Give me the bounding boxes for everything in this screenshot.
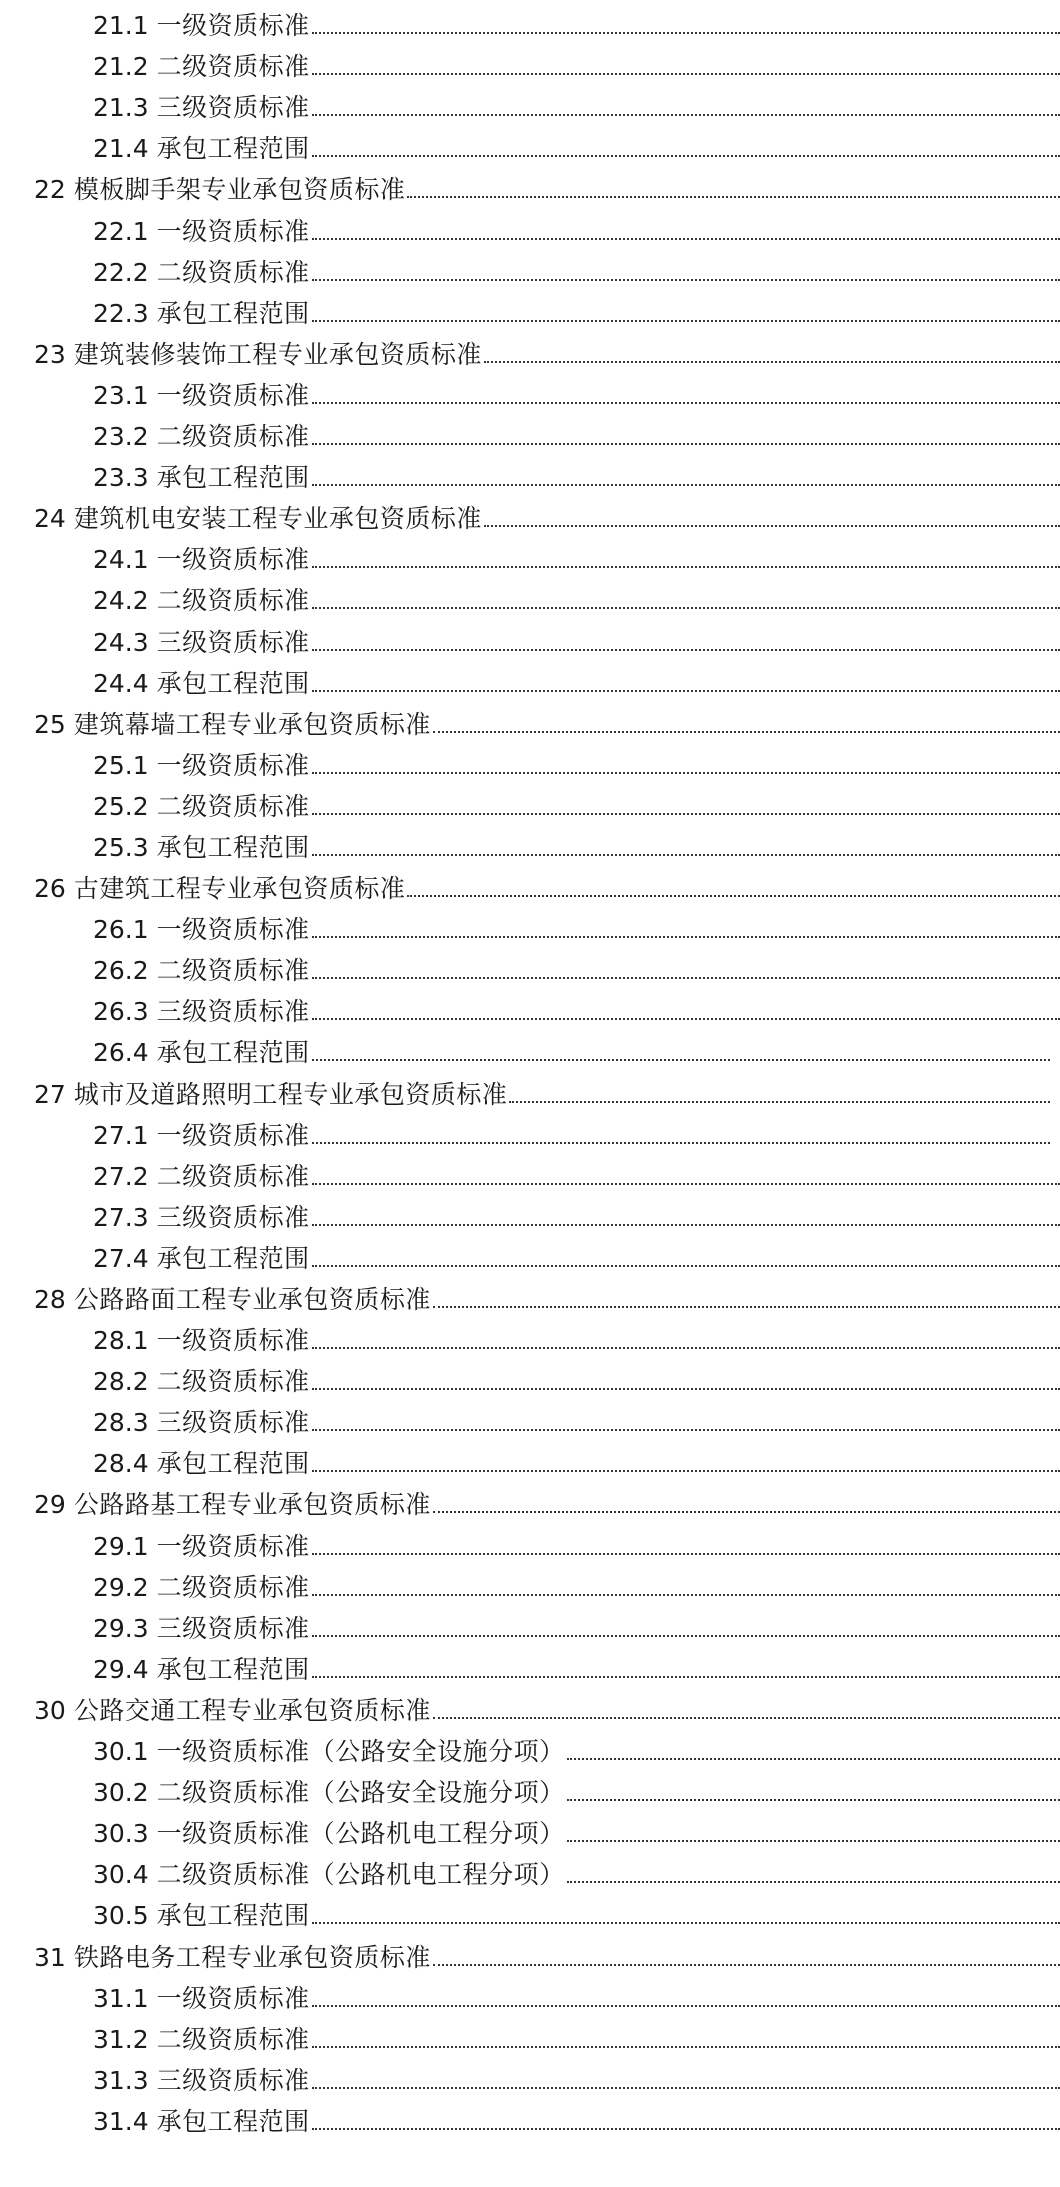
toc-entry-number: 21.1 — [93, 11, 149, 41]
toc-entry-number: 24.1 — [93, 545, 149, 575]
toc-entry-title: 二级资质标准 — [156, 586, 310, 616]
dot-leader — [312, 566, 1060, 568]
toc-entry-number: 29.4 — [93, 1654, 149, 1684]
toc-entry-title: 一级资质标准 — [156, 216, 310, 246]
toc-chapter-number: 24 — [34, 504, 66, 534]
toc-entry[interactable] — [0, 910, 1060, 951]
dot-leader — [312, 484, 1060, 486]
toc-entry-number: 31.1 — [93, 1983, 149, 2013]
toc-entry-title: 二级资质标准 — [156, 52, 310, 82]
toc-entry[interactable] — [0, 2061, 1060, 2102]
toc-entry[interactable] — [0, 88, 1060, 129]
toc-entry-title: 承包工程范围 — [156, 1449, 310, 1479]
dot-leader — [312, 2087, 1060, 2089]
toc-entry-title: 承包工程范围 — [156, 298, 310, 328]
toc-entry-title: 二级资质标准 — [156, 1367, 310, 1397]
toc-entry-title: 一级资质标准（公路安全设施分项） — [156, 1737, 565, 1767]
toc-entry-number: 26.4 — [93, 1038, 149, 1068]
dot-leader — [312, 1676, 1060, 1678]
toc-entry-number: 28.2 — [93, 1367, 149, 1397]
toc-chapter-title: 公路路面工程专业承包资质标准 — [73, 1285, 431, 1314]
dot-leader — [312, 1429, 1060, 1431]
toc-entry-title: 二级资质标准 — [156, 2024, 310, 2054]
toc-entry-title: 承包工程范围 — [156, 2106, 310, 2136]
toc-entry-title: 三级资质标准 — [156, 93, 310, 123]
toc-entry[interactable] — [0, 828, 1060, 869]
toc-entry-number: 30.1 — [93, 1737, 149, 1767]
toc-entry[interactable] — [0, 1526, 1060, 1567]
toc-entry-number: 27.4 — [93, 1243, 149, 1273]
toc-entry[interactable] — [0, 951, 1060, 992]
toc-chapter-number: 28 — [34, 1285, 66, 1314]
dot-leader — [312, 1635, 1060, 1637]
dot-leader — [312, 1594, 1060, 1596]
dot-leader — [312, 238, 1060, 240]
toc-entry[interactable] — [0, 540, 1060, 581]
toc-entry-number: 30.2 — [93, 1778, 149, 1808]
toc-entry-number: 23.1 — [93, 380, 149, 410]
toc-entry-title: 一级资质标准 — [156, 1983, 310, 2013]
dot-leader — [567, 1799, 1060, 1801]
toc-entry-number: 24.4 — [93, 668, 149, 698]
toc-entry[interactable] — [0, 129, 1060, 170]
toc-chapter[interactable] — [0, 170, 1060, 211]
dot-leader — [312, 1018, 1060, 1020]
toc-entry[interactable] — [0, 664, 1060, 705]
toc-entry-title: 二级资质标准 — [156, 791, 310, 821]
toc-entry-title: 二级资质标准 — [156, 1161, 310, 1191]
dot-leader — [312, 320, 1060, 322]
toc-entry-number: 29.1 — [93, 1531, 149, 1561]
dot-leader — [312, 1922, 1060, 1924]
dot-leader — [312, 854, 1060, 856]
toc-chapter-number: 29 — [34, 1490, 66, 1520]
toc-entry[interactable] — [0, 211, 1060, 252]
toc-chapter[interactable] — [0, 1691, 1060, 1732]
dot-leader — [567, 1840, 1060, 1842]
toc-entry-number: 25.1 — [93, 750, 149, 780]
toc-chapter[interactable] — [0, 335, 1060, 376]
toc-entry[interactable] — [0, 1116, 1060, 1157]
dot-leader — [312, 2128, 1060, 2130]
toc-entry-title: 承包工程范围 — [156, 1901, 310, 1931]
table-of-contents — [0, 6, 1060, 2143]
toc-chapter[interactable] — [0, 1074, 1060, 1115]
dot-leader — [433, 1511, 1060, 1513]
dot-leader — [407, 895, 1060, 897]
dot-leader — [312, 649, 1060, 651]
toc-entry-title: 三级资质标准 — [156, 627, 310, 657]
toc-entry-number: 30.4 — [93, 1860, 149, 1890]
dot-leader — [433, 1306, 1060, 1308]
toc-chapter-number: 26 — [34, 874, 66, 904]
toc-entry[interactable] — [0, 1362, 1060, 1403]
dot-leader — [312, 977, 1060, 979]
toc-entry[interactable] — [0, 1321, 1060, 1362]
toc-entry-title: 承包工程范围 — [156, 134, 310, 164]
toc-entry-number: 24.3 — [93, 627, 149, 657]
toc-entry-title: 三级资质标准 — [156, 1613, 310, 1643]
dot-leader — [312, 155, 1060, 157]
toc-entry-title: 一级资质标准 — [156, 1326, 310, 1356]
toc-entry-title: 二级资质标准（公路机电工程分项） — [156, 1860, 565, 1890]
dot-leader — [433, 1964, 1060, 1966]
toc-entry[interactable] — [0, 992, 1060, 1033]
dot-leader — [312, 936, 1060, 938]
toc-entry-title: 二级资质标准 — [156, 422, 310, 452]
toc-entry-number: 31.3 — [93, 2065, 149, 2095]
toc-entry[interactable] — [0, 2020, 1060, 2061]
toc-entry-title: 二级资质标准（公路安全设施分项） — [156, 1778, 565, 1808]
toc-chapter[interactable] — [0, 1280, 1060, 1321]
toc-entry[interactable] — [0, 1814, 1060, 1855]
toc-entry[interactable] — [0, 1732, 1060, 1773]
toc-entry-title: 承包工程范围 — [156, 1654, 310, 1684]
toc-chapter-title: 古建筑工程专业承包资质标准 — [73, 874, 406, 904]
toc-chapter-title: 建筑机电安装工程专业承包资质标准 — [73, 504, 482, 534]
toc-entry-number: 21.4 — [93, 134, 149, 164]
toc-entry-number: 26.1 — [93, 915, 149, 945]
dot-leader — [312, 32, 1060, 34]
toc-chapter-number: 25 — [34, 709, 66, 739]
toc-chapter[interactable] — [0, 1937, 1060, 1978]
dot-leader — [433, 1717, 1060, 1719]
toc-chapter-title: 城市及道路照明工程专业承包资质标准 — [73, 1079, 508, 1109]
toc-entry-number: 26.3 — [93, 997, 149, 1027]
toc-entry-number: 29.3 — [93, 1613, 149, 1643]
toc-entry[interactable] — [0, 1239, 1060, 1280]
toc-entry-title: 三级资质标准 — [156, 2065, 310, 2095]
dot-leader — [312, 813, 1060, 815]
dot-leader — [312, 73, 1060, 75]
dot-leader — [312, 1183, 1060, 1185]
toc-entry[interactable] — [0, 376, 1060, 417]
toc-entry-title: 一级资质标准 — [156, 11, 310, 41]
dot-leader — [484, 361, 1060, 363]
toc-entry[interactable] — [0, 746, 1060, 787]
toc-chapter-title: 铁路电务工程专业承包资质标准 — [73, 1942, 431, 1972]
dot-leader — [312, 1224, 1060, 1226]
toc-entry[interactable] — [0, 1855, 1060, 1896]
toc-entry-number: 30.5 — [93, 1901, 149, 1931]
toc-chapter-number: 23 — [34, 339, 66, 369]
toc-entry[interactable] — [0, 1650, 1060, 1691]
dot-leader — [312, 2005, 1060, 2007]
toc-entry-number: 21.3 — [93, 93, 149, 123]
dot-leader — [407, 196, 1060, 198]
dot-leader — [484, 525, 1060, 527]
toc-chapter-number: 27 — [34, 1079, 66, 1109]
toc-chapter[interactable] — [0, 1485, 1060, 1526]
toc-entry[interactable] — [0, 787, 1060, 828]
toc-entry[interactable] — [0, 417, 1060, 458]
toc-entry-number: 31.4 — [93, 2106, 149, 2136]
toc-entry[interactable] — [0, 1157, 1060, 1198]
toc-entry[interactable] — [0, 47, 1060, 88]
toc-entry-title: 一级资质标准（公路机电工程分项） — [156, 1819, 565, 1849]
toc-entry[interactable] — [0, 458, 1060, 499]
toc-entry[interactable] — [0, 581, 1060, 622]
toc-chapter[interactable] — [0, 499, 1060, 540]
toc-entry[interactable] — [0, 1033, 1060, 1074]
toc-entry[interactable] — [0, 6, 1060, 47]
toc-entry-number: 27.1 — [93, 1120, 149, 1150]
toc-entry-number: 21.2 — [93, 52, 149, 82]
toc-chapter-number: 31 — [34, 1942, 66, 1972]
toc-entry-title: 三级资质标准 — [156, 997, 310, 1027]
toc-chapter-title: 建筑幕墙工程专业承包资质标准 — [73, 709, 431, 739]
toc-entry-title: 承包工程范围 — [156, 1243, 310, 1273]
dot-leader — [312, 1265, 1060, 1267]
toc-entry-number: 25.2 — [93, 791, 149, 821]
toc-entry-number: 28.1 — [93, 1326, 149, 1356]
toc-entry-number: 22.1 — [93, 216, 149, 246]
dot-leader — [567, 1881, 1060, 1883]
dot-leader — [509, 1101, 1050, 1103]
toc-entry-number: 30.3 — [93, 1819, 149, 1849]
dot-leader — [312, 607, 1060, 609]
toc-entry-title: 承包工程范围 — [156, 668, 310, 698]
dot-leader — [312, 1553, 1060, 1555]
toc-entry-title: 三级资质标准 — [156, 1202, 310, 1232]
dot-leader — [433, 731, 1060, 733]
toc-entry[interactable] — [0, 2102, 1060, 2143]
toc-entry-number: 27.3 — [93, 1202, 149, 1232]
toc-entry-title: 二级资质标准 — [156, 257, 310, 287]
toc-chapter-title: 建筑装修装饰工程专业承包资质标准 — [73, 339, 482, 369]
toc-entry-number: 28.4 — [93, 1449, 149, 1479]
toc-entry[interactable] — [0, 622, 1060, 663]
toc-entry-number: 28.3 — [93, 1408, 149, 1438]
toc-entry-number: 23.3 — [93, 463, 149, 493]
toc-entry[interactable] — [0, 253, 1060, 294]
dot-leader — [312, 772, 1060, 774]
toc-entry-number: 31.2 — [93, 2024, 149, 2054]
toc-entry-title: 一级资质标准 — [156, 1120, 310, 1150]
dot-leader — [312, 1388, 1060, 1390]
toc-entry-number: 29.2 — [93, 1572, 149, 1602]
toc-entry[interactable] — [0, 1568, 1060, 1609]
toc-chapter-title: 公路交通工程专业承包资质标准 — [73, 1695, 431, 1725]
toc-entry[interactable] — [0, 1403, 1060, 1444]
toc-entry[interactable] — [0, 1773, 1060, 1814]
dot-leader — [312, 114, 1060, 116]
toc-entry-number: 22.2 — [93, 257, 149, 287]
toc-entry-number: 24.2 — [93, 586, 149, 616]
dot-leader — [312, 1347, 1060, 1349]
toc-chapter-title: 公路路基工程专业承包资质标准 — [73, 1490, 431, 1520]
dot-leader — [567, 1758, 1060, 1760]
dot-leader — [312, 402, 1060, 404]
toc-entry-number: 25.3 — [93, 832, 149, 862]
dot-leader — [312, 1059, 1050, 1061]
dot-leader — [312, 2046, 1060, 2048]
toc-chapter[interactable] — [0, 705, 1060, 746]
dot-leader — [312, 1142, 1050, 1144]
toc-entry-title: 承包工程范围 — [156, 832, 310, 862]
toc-entry-title: 三级资质标准 — [156, 1408, 310, 1438]
toc-entry-title: 承包工程范围 — [156, 1038, 310, 1068]
toc-entry[interactable] — [0, 1198, 1060, 1239]
toc-entry-number: 23.2 — [93, 422, 149, 452]
toc-entry[interactable] — [0, 1979, 1060, 2020]
toc-chapter-title: 模板脚手架专业承包资质标准 — [73, 175, 406, 205]
toc-entry[interactable] — [0, 294, 1060, 335]
toc-entry-title: 二级资质标准 — [156, 956, 310, 986]
toc-entry-title: 一级资质标准 — [156, 380, 310, 410]
toc-chapter-number: 22 — [34, 175, 66, 205]
toc-chapter[interactable] — [0, 869, 1060, 910]
toc-entry-title: 承包工程范围 — [156, 463, 310, 493]
toc-chapter-number: 30 — [34, 1695, 66, 1725]
toc-entry-number: 27.2 — [93, 1161, 149, 1191]
dot-leader — [312, 690, 1060, 692]
toc-entry-number: 22.3 — [93, 298, 149, 328]
dot-leader — [312, 279, 1060, 281]
toc-entry[interactable] — [0, 1896, 1060, 1937]
toc-entry[interactable] — [0, 1609, 1060, 1650]
toc-entry-title: 一级资质标准 — [156, 915, 310, 945]
toc-entry-title: 一级资质标准 — [156, 750, 310, 780]
toc-entry-number: 26.2 — [93, 956, 149, 986]
toc-entry[interactable] — [0, 1444, 1060, 1485]
dot-leader — [312, 443, 1060, 445]
toc-entry-title: 二级资质标准 — [156, 1572, 310, 1602]
toc-entry-title: 一级资质标准 — [156, 1531, 310, 1561]
dot-leader — [312, 1470, 1060, 1472]
toc-entry-title: 一级资质标准 — [156, 545, 310, 575]
